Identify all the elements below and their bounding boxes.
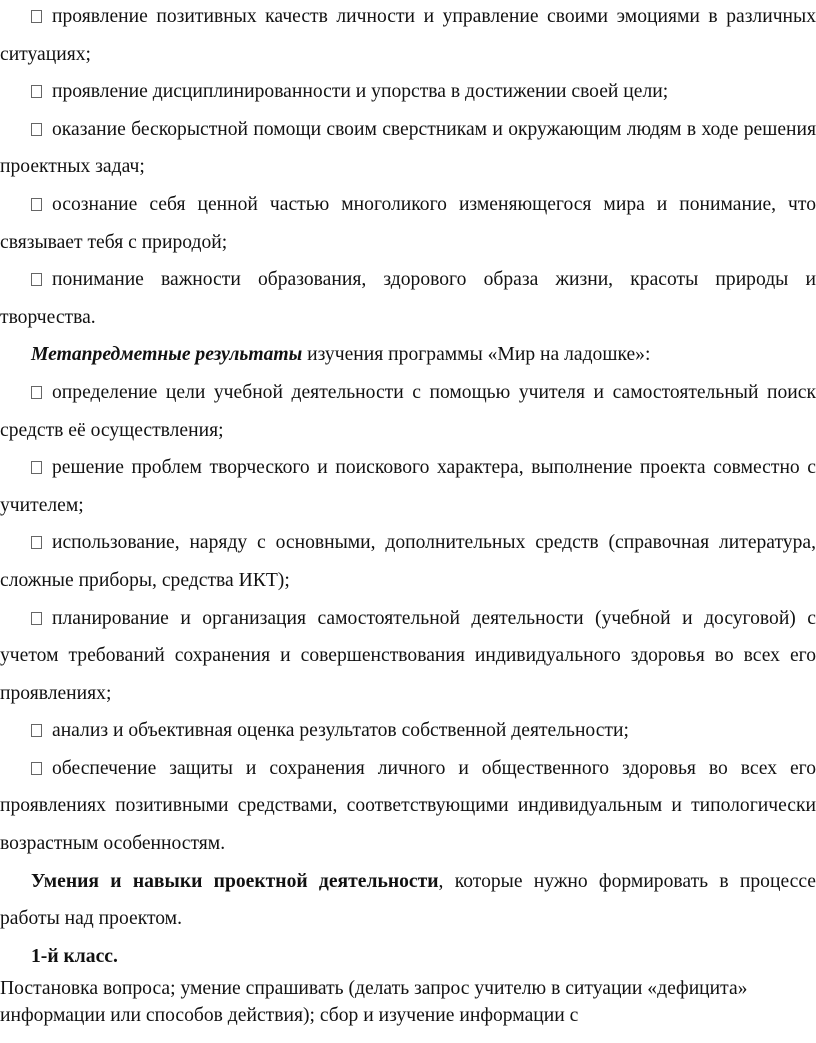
- grade-paragraph: Постановка вопроса; умение спрашивать (делать запрос учителю в ситуации «дефицита» информации или способов действия); сбор и изучение информации с: [0, 978, 748, 1027]
- bullet-icon: [31, 461, 42, 474]
- bullet-icon: [31, 10, 42, 23]
- skills-heading: [0, 863, 816, 938]
- bullet-icon: [31, 724, 42, 737]
- list-item: [0, 261, 816, 336]
- list-item: [0, 750, 816, 863]
- list-item-text: использование, наряду с основными, дополнительных средств (справочная литература, сложные приборы, средства ИКТ);: [0, 532, 816, 591]
- list-item-text: проявление позитивных качеств личности и управление своими эмоциями в различных ситуациях;: [0, 6, 816, 65]
- list-item-text: определение цели учебной деятельности с помощью учителя и самостоятельный поиск средств её осуществления;: [0, 381, 816, 441]
- bullet-icon: [31, 386, 42, 399]
- bullet-icon: [31, 85, 42, 98]
- list-item: [0, 374, 816, 449]
- bullet-icon: [31, 273, 42, 286]
- list-item-text: решение проблем творческого и поискового характера, выполнение проекта совместно с учителем;: [0, 457, 816, 516]
- skills-title: Умения и навыки проектной деятельности: [31, 870, 439, 892]
- list-item: [0, 111, 816, 186]
- grade-heading: 1-й класс.: [31, 945, 118, 967]
- list-item: [0, 449, 816, 524]
- meta-results-title: Метапредметные результаты: [31, 344, 303, 366]
- list-item-text: проявление дисциплинированности и упорства в достижении своей цели;: [52, 81, 669, 103]
- list-item-text: оказание бескорыстной помощи своим сверстникам и окружающим людям в ходе решения проектных задач;: [0, 118, 816, 178]
- bullet-icon: [31, 612, 42, 625]
- list-item-text: планирование и организация самостоятельной деятельности (учебной и досуговой) с учетом требований сохранения и совершенствования индивидуального здоровья во всех его проявлениях;: [0, 607, 816, 704]
- list-item: [0, 712, 816, 750]
- meta-results-subtitle: изучения программы «Мир на ладошке»:: [302, 344, 651, 366]
- bullet-icon: [31, 536, 42, 549]
- meta-results-heading: [0, 336, 816, 374]
- bullet-icon: [31, 762, 42, 775]
- list-item-text: анализ и объективная оценка результатов собственной деятельности;: [52, 720, 629, 742]
- bullet-icon: [31, 198, 42, 211]
- list-item-text: осознание себя ценной частью многоликого изменяющегося мира и понимание, что связывает тебя с природой;: [0, 193, 816, 253]
- list-item-text: обеспечение защиты и сохранения личного и общественного здоровья во всех его проявлениях позитивными средствами, соответствующими индивидуальным и типологически возрастным особенностям.: [0, 757, 816, 855]
- list-item: [0, 73, 816, 111]
- skills-subtitle: , которые нужно формировать в процессе работы над проектом.: [0, 870, 816, 930]
- list-item: [0, 0, 816, 73]
- list-item: [0, 186, 816, 261]
- personal-results-list: [0, 0, 816, 336]
- list-item-text: понимание важности образования, здорового образа жизни, красоты природы и творчества.: [0, 269, 816, 328]
- meta-results-list: [0, 374, 816, 863]
- list-item: [0, 600, 816, 713]
- list-item: [0, 524, 816, 599]
- bullet-icon: [31, 123, 42, 136]
